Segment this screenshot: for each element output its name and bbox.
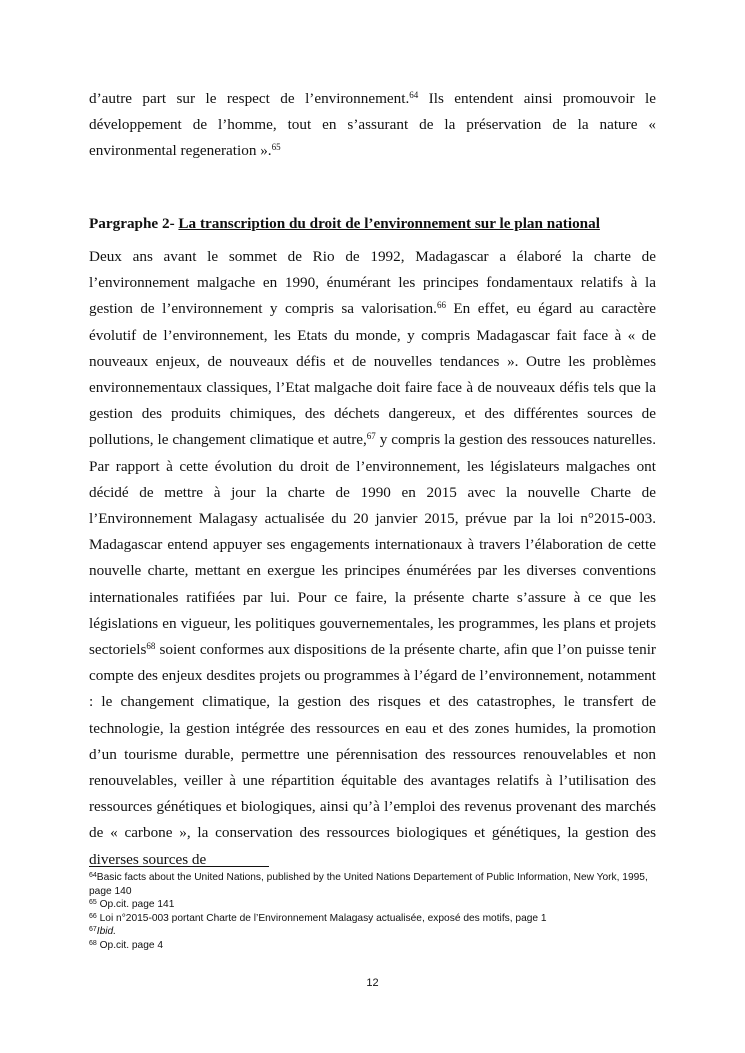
section-label: Pargraphe 2- [89, 215, 175, 232]
footnotes [89, 871, 659, 953]
paragraph-main [89, 244, 656, 873]
footnote-text: Ibid. [96, 926, 117, 938]
footnote-65 [89, 898, 659, 912]
footnote-number: 64 [89, 872, 97, 879]
paragraph-text: soient conformes aux dispositions de la présente charte, afin que l’on puisse tenir compte des enjeux desdites projets ou programmes à l’égard de l’environnement, notamment : le changement climatique, la gestion des risques et des catastrophes, le transfert de technologie, la gestion intégrée des ressources en eau et des zones humides, la promotion d’un tourisme durable, permettre une pérennisation des ressources renouvelables et non renouvelables, veiller à une répartition équitable des avantages relatifs à l’utilisation des ressources génétiques et biologiques, ainsi qu’à l’emploi des revenus provenant des marchés de « carbone », la conservation des ressources biologiques et génétiques, la gestion des diverses sources de [89, 641, 656, 868]
paragraph-text: d’autre part sur le respect de l’environnement. [89, 90, 410, 107]
footnote-ref-65[interactable]: 65 [271, 142, 281, 153]
paragraph-intro [89, 86, 656, 165]
footnote-number: 68 [89, 939, 97, 947]
footnote-separator [89, 866, 269, 867]
footnote-64 [89, 871, 659, 898]
section-title: La transcription du droit de l’environnement sur le plan national [178, 215, 600, 232]
footnote-ref-67[interactable]: 67 [366, 431, 376, 442]
paragraph-text: Deux ans avant le sommet de Rio de 1992, Madagascar a élaboré la charte de l’environnement malgache en 1990, énumérant les principes fondamentaux relatifs à la gestion de l’environnement y compris sa valorisation. [89, 248, 656, 318]
paragraph-text: y compris la gestion des ressouces naturelles. Par rapport à cette évolution du droit de l’environnement, les législateurs malgaches ont décidé de mettre à jour la charte de 1990 en 2015 avec la nouvelle Charte de l’Environnement Malagasy actualisée du 20 janvier 2015, prévue par la loi n°2015-003. Madagascar entend appuyer ses engagements internationaux à travers l’élaboration de cette nouvelle charte, mettant en exergue les principes énumérées par les diverses conventions internationales ratifiées par lui. Pour ce faire, la présente charte s’assure à ce que les législations en vigueur, les politiques gouvernementales, les programmes, les plans et projets sectoriels [89, 431, 656, 659]
footnote-text: Op.cit. page 141 [96, 899, 175, 911]
footnote-ref-64[interactable]: 64 [409, 90, 419, 100]
footnote-ref-66[interactable]: 66 [436, 300, 446, 311]
footnote-68 [89, 939, 659, 953]
footnote-number: 67 [89, 926, 97, 934]
footnote-ref-68[interactable]: 68 [146, 641, 156, 652]
footnote-text: Basic facts about the United Nations, published by the United Nations Departement of Public Information, New York, 1995, page 140 [89, 872, 648, 897]
page-number: 12 [366, 977, 379, 989]
footnote-66 [89, 912, 659, 926]
paragraph-text: Ils entendent ainsi promouvoir le développement de l’homme, tout en s’assurant de la préservation de la nature « environmental regeneration ». [89, 90, 656, 160]
footnote-number: 65 [89, 899, 97, 907]
paragraph-text: En effet, eu égard au caractère évolutif de l’environnement, les Etats du monde, y compris Madagascar fait face à « de nouveaux enjeux, de nouveaux défis et de nouvelles tendances ». Outre les problèmes environnementaux classiques, l’Etat malgache doit faire face à de nouveaux défis tels que la gestion des produits chimiques, des déchets dangereux, et des différentes sources de pollutions, le changement climatique et autre, [89, 300, 656, 449]
footnote-number: 66 [89, 912, 97, 920]
footnote-text: Op.cit. page 4 [96, 939, 164, 951]
footnote-text: Loi n°2015-003 portant Charte de l’Environnement Malagasy actualisée, exposé des motifs, page 1 [96, 912, 547, 924]
section-heading [89, 214, 656, 234]
footnote-67 [89, 925, 659, 939]
